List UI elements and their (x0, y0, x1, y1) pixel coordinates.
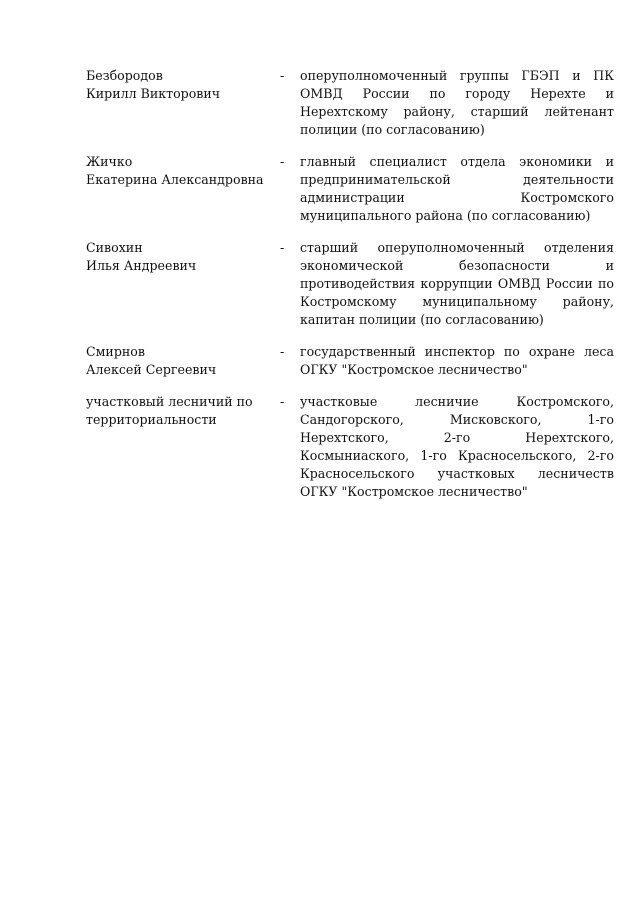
member-given-names: территориальности (86, 412, 217, 427)
commission-members-list (86, 67, 614, 515)
member-row (86, 393, 614, 501)
member-surname: Сивохин (86, 240, 143, 255)
member-row (86, 239, 614, 329)
member-row (86, 343, 614, 379)
member-given-names: Кирилл Викторович (86, 86, 221, 101)
member-role: участковые лесничие Костромского, Сандогорского, Мисковского, 1-го Нерехтского, 2-го Нерехтского, Космыниаского, 1-го Красносельского, 2-го Красносельского участковых лесничеств ОГКУ "Костромское лесничество" (300, 394, 614, 499)
member-given-names: Алексей Сергеевич (86, 362, 217, 377)
member-surname: участковый лесничий по (86, 394, 253, 409)
member-surname: Безбородов (86, 68, 163, 83)
member-row (86, 153, 614, 225)
member-dash: - (280, 344, 285, 359)
member-surname: Жичко (86, 154, 133, 169)
member-dash: - (280, 394, 285, 409)
member-given-names: Екатерина Александровна (86, 172, 264, 187)
member-name (86, 393, 280, 429)
member-name (86, 153, 280, 189)
member-role: оперуполномоченный группы ГБЭП и ПК ОМВД России по городу Нерехте и Нерехтскому району, старший лейтенант полиции (по согласованию) (300, 68, 614, 137)
member-name (86, 67, 280, 103)
member-dash: - (280, 154, 285, 169)
member-given-names: Илья Андреевич (86, 258, 197, 273)
member-row (86, 67, 614, 139)
member-dash: - (280, 240, 285, 255)
member-surname: Смирнов (86, 344, 145, 359)
member-dash: - (280, 68, 285, 83)
member-name (86, 343, 280, 379)
member-role: государственный инспектор по охране леса ОГКУ "Костромское лесничество" (300, 344, 614, 377)
member-name (86, 239, 280, 275)
member-role: главный специалист отдела экономики и предпринимательской деятельности администрации Костромского муниципального района (по согласованию) (300, 154, 614, 223)
member-role: старший оперуполномоченный отделения экономической безопасности и противодействия коррупции ОМВД России по Костромскому муниципальному району, капитан полиции (по согласованию) (300, 240, 614, 327)
